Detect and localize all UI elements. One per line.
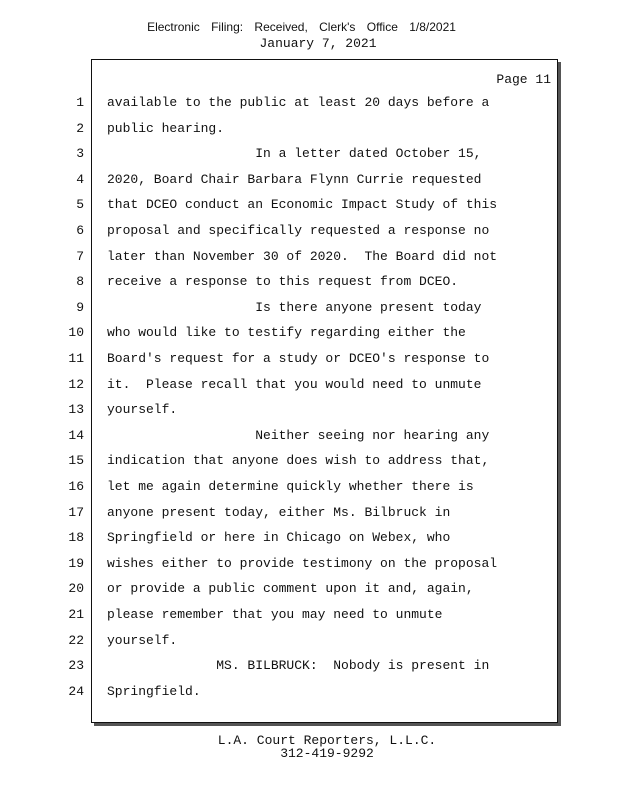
line-number: 1: [76, 95, 84, 110]
transcript-line: [0, 554, 560, 574]
line-text: yourself.: [107, 402, 178, 418]
line-number: 24: [68, 683, 84, 699]
line-number: 9: [76, 299, 84, 315]
line-number: 11: [68, 351, 84, 366]
line-number: 21: [68, 607, 84, 622]
transcript-line: [0, 119, 560, 139]
transcript-line: [0, 221, 560, 241]
line-number: 23: [68, 658, 84, 674]
line-text: Is there anyone present today: [107, 299, 482, 315]
transcript-line: [0, 298, 560, 318]
line-text: later than November 30 of 2020. The Board did not: [107, 248, 498, 264]
line-number: 14: [68, 427, 84, 443]
line-text: please remember that you may need to unmute: [107, 607, 443, 622]
transcript-line: [0, 247, 560, 267]
transcript-line: [0, 93, 560, 113]
line-text: wishes either to provide testimony on the proposal: [107, 555, 498, 571]
line-text: let me again determine quickly whether there is: [107, 479, 474, 494]
line-text: Neither seeing nor hearing any: [107, 427, 490, 443]
transcript-line: [0, 144, 560, 164]
line-text: MS. BILBRUCK: Nobody is present in: [107, 658, 490, 674]
line-number: 15: [68, 453, 84, 469]
line-number: 19: [68, 555, 84, 571]
transcript-line: [0, 631, 560, 651]
transcript-line: [0, 272, 560, 292]
line-text: Board's request for a study or DCEO's response to: [107, 351, 490, 366]
transcript-line: [0, 605, 560, 625]
line-text: public hearing.: [107, 120, 225, 136]
line-text: Springfield.: [107, 683, 201, 699]
line-number: 16: [68, 479, 84, 494]
transcript-line: [0, 528, 560, 548]
line-text: In a letter dated October 15,: [107, 146, 482, 162]
line-number: 2: [76, 120, 84, 136]
line-number: 5: [76, 197, 84, 213]
line-text: or provide a public comment upon it and, again,: [107, 581, 474, 597]
transcript-line: [0, 195, 560, 215]
page-number: Page 11: [496, 72, 551, 87]
line-number: 3: [76, 146, 84, 162]
transcript-line: [0, 170, 560, 190]
line-text: that DCEO conduct an Economic Impact Study of this: [107, 197, 498, 213]
line-number: 7: [76, 248, 84, 264]
line-text: receive a response to this request from DCEO.: [107, 274, 459, 290]
line-text: indication that anyone does wish to address that,: [107, 453, 490, 469]
transcript-line: [0, 426, 560, 446]
line-text: who would like to testify regarding either the: [107, 325, 466, 341]
line-number: 22: [68, 632, 84, 648]
line-text: yourself.: [107, 632, 178, 648]
transcript-line: [0, 451, 560, 471]
transcript-line: [0, 503, 560, 523]
line-number: 10: [68, 325, 84, 341]
transcript-line: [0, 349, 560, 369]
transcript-line: [0, 682, 560, 702]
transcript-line: [0, 400, 560, 420]
transcript-line: [0, 375, 560, 395]
line-text: Springfield or here in Chicago on Webex, who: [107, 530, 451, 546]
transcript-line: [0, 579, 560, 599]
line-text: available to the public at least 20 days before a: [107, 95, 490, 110]
line-text: it. Please recall that you would need to unmute: [107, 376, 482, 392]
filing-date: January 7, 2021: [259, 36, 377, 51]
footer-phone: 312-419-9292: [280, 746, 374, 761]
transcript-line: [0, 323, 560, 343]
filing-stamp: Electronic Filing: Received, Clerk's Office 1/8/2021: [147, 20, 456, 34]
line-number: 18: [68, 530, 84, 546]
transcript-line: [0, 477, 560, 497]
footer-company: L.A. Court Reporters, L.L.C.: [217, 733, 437, 748]
line-number: 4: [76, 171, 84, 187]
line-number: 6: [76, 223, 84, 238]
line-text: proposal and specifically requested a response no: [107, 223, 490, 238]
line-number: 12: [68, 376, 84, 392]
line-number: 8: [76, 274, 84, 290]
transcript-line: [0, 656, 560, 676]
line-number: 20: [68, 581, 84, 597]
line-text: 2020, Board Chair Barbara Flynn Currie requested: [107, 171, 482, 187]
line-number: 13: [68, 402, 84, 418]
line-text: anyone present today, either Ms. Bilbruck in: [107, 504, 451, 520]
line-number: 17: [68, 504, 84, 520]
